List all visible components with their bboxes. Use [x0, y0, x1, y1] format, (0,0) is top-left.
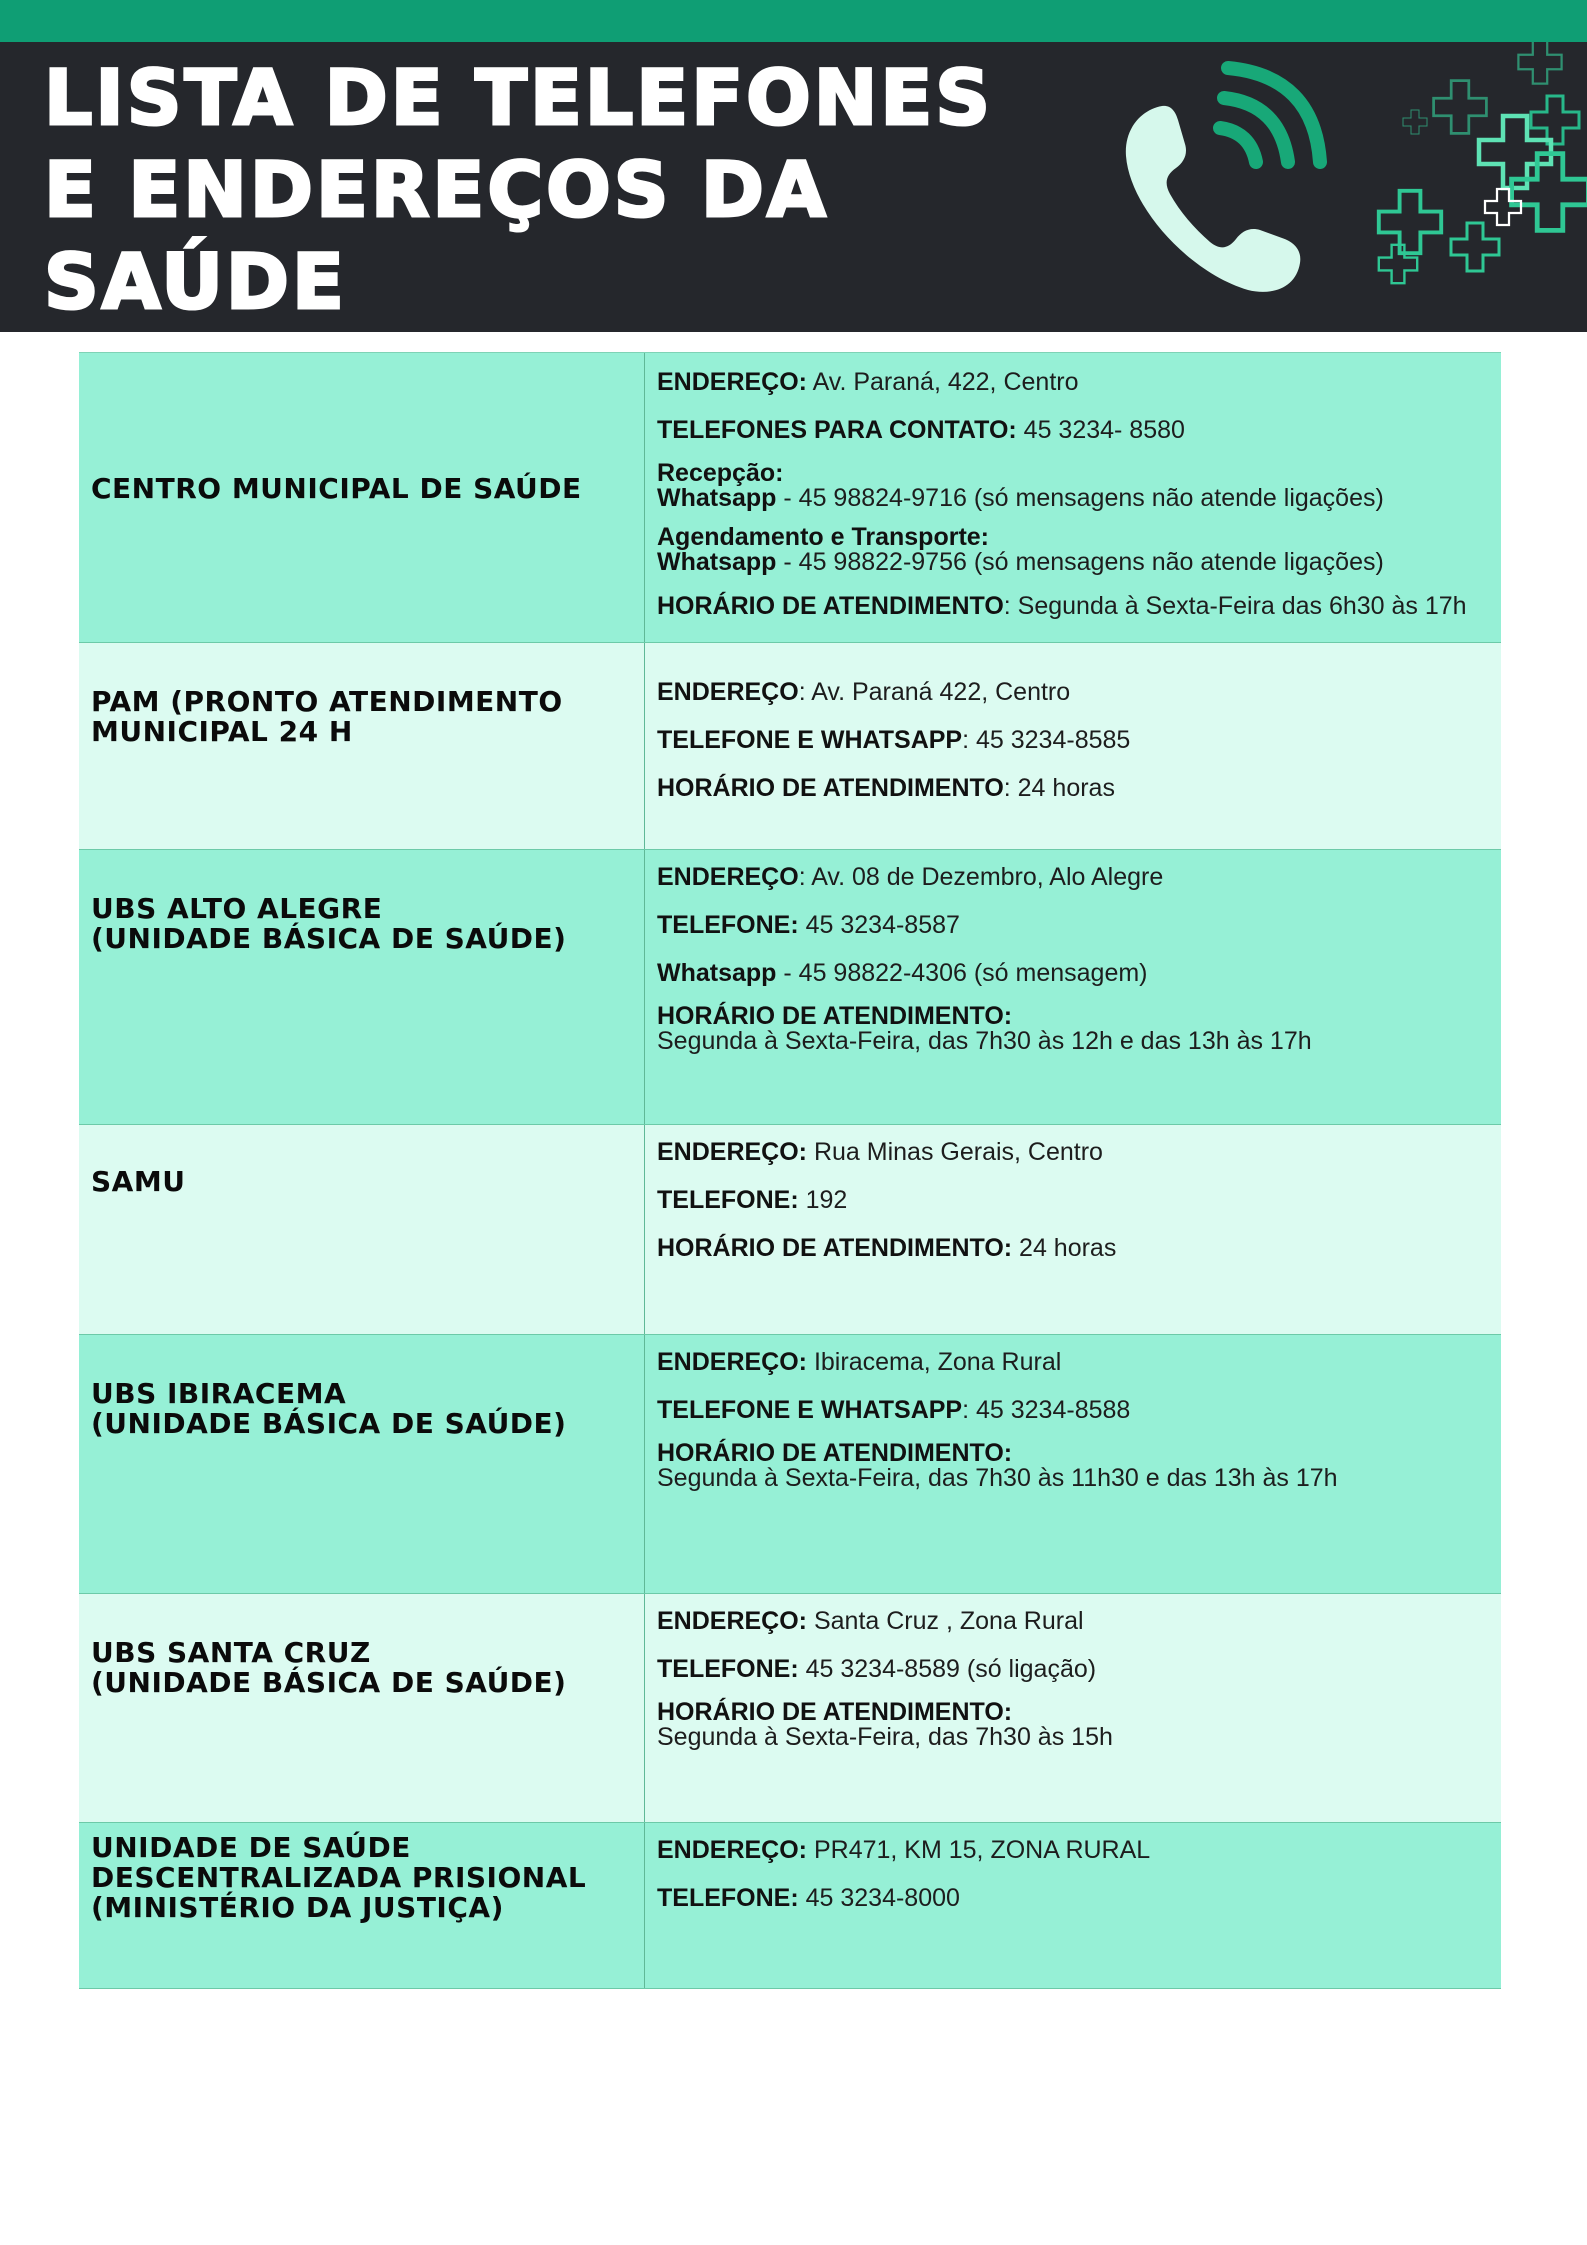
phone-label: TELEFONE: — [657, 1884, 799, 1912]
phone-value: : 45 3234-8588 — [962, 1396, 1131, 1424]
phone-label: TELEFONE: — [657, 911, 799, 939]
address-label: ENDEREÇO: — [657, 1138, 808, 1166]
table-row — [79, 850, 1501, 1125]
address-line — [657, 1135, 1489, 1169]
table-row — [79, 353, 1501, 643]
phone-value: 192 — [798, 1186, 848, 1214]
table-row — [79, 1335, 1501, 1594]
hours-block — [657, 1004, 1489, 1054]
hours-block — [657, 1700, 1489, 1750]
address-value: Rua Minas Gerais, Centro — [807, 1138, 1103, 1166]
whatsapp-line — [657, 956, 1489, 990]
title-line-1: LISTA DE TELEFONES — [44, 53, 994, 142]
phone-value: 45 3234-8587 — [798, 911, 960, 939]
medical-cross-pattern-icon — [1355, 42, 1587, 332]
address-label: ENDEREÇO: — [657, 1607, 808, 1635]
phone-line — [657, 1652, 1489, 1686]
header-banner — [0, 42, 1587, 332]
facility-name: UBS IBIRACEMA (UNIDADE BÁSICA DE SAÚDE) — [91, 1377, 567, 1440]
hours-value: 24 horas — [1012, 1234, 1117, 1262]
hours-value: Segunda à Sexta-Feira, das 7h30 às 11h30 e das 13h às 17h — [657, 1464, 1338, 1492]
facility-cell — [79, 643, 645, 849]
phone-line — [657, 723, 1489, 757]
title-line-3: SAÚDE — [44, 237, 347, 326]
facility-cell — [79, 1823, 645, 1988]
hours-line — [657, 589, 1489, 623]
phone-label: TELEFONE: — [657, 1186, 799, 1214]
address-value: : Av. Paraná 422, Centro — [798, 678, 1071, 706]
whatsapp-value: - 45 98822-9756 (só mensagens não atende ligações) — [776, 548, 1384, 576]
details-cell — [645, 850, 1501, 1124]
phone-label: TELEFONE E WHATSAPP — [657, 1396, 963, 1424]
agendamento-block — [657, 525, 1489, 575]
address-value: : Av. 08 de Dezembro, Alo Alegre — [798, 863, 1164, 891]
address-line — [657, 1604, 1489, 1638]
whatsapp-label: Whatsapp — [657, 548, 777, 576]
phone-line — [657, 1183, 1489, 1217]
address-label: ENDEREÇO — [657, 863, 799, 891]
facility-cell — [79, 1594, 645, 1822]
title-line-2: E ENDEREÇOS DA — [44, 145, 829, 234]
hours-value: : 24 horas — [1003, 774, 1115, 802]
hours-label: HORÁRIO DE ATENDIMENTO: — [657, 1698, 1013, 1726]
whatsapp-value: - 45 98824-9716 (só mensagens não atende ligações) — [776, 484, 1384, 512]
facility-cell — [79, 1125, 645, 1334]
phone-label: TELEFONE E WHATSAPP — [657, 726, 963, 754]
facility-cell — [79, 1335, 645, 1593]
address-label: ENDEREÇO: — [657, 368, 808, 396]
hours-label: HORÁRIO DE ATENDIMENTO: — [657, 1002, 1013, 1030]
address-line — [657, 365, 1489, 399]
address-value: PR471, KM 15, ZONA RURAL — [807, 1836, 1151, 1864]
phone-line — [657, 1393, 1489, 1427]
facility-name: UBS SANTA CRUZ (UNIDADE BÁSICA DE SAÚDE) — [91, 1636, 567, 1699]
address-label: ENDEREÇO: — [657, 1348, 808, 1376]
details-cell — [645, 1125, 1501, 1334]
details-cell — [645, 353, 1501, 642]
hours-label: HORÁRIO DE ATENDIMENTO: — [657, 1234, 1013, 1262]
hours-value: : Segunda à Sexta-Feira das 6h30 às 17h — [1003, 592, 1467, 620]
table-row — [79, 1125, 1501, 1335]
facility-name: CENTRO MUNICIPAL DE SAÚDE — [91, 471, 582, 505]
details-cell — [645, 1335, 1501, 1593]
phone-label: TELEFONES PARA CONTATO: — [657, 416, 1017, 444]
facility-cell — [79, 850, 645, 1124]
hours-label: HORÁRIO DE ATENDIMENTO: — [657, 1439, 1013, 1467]
facility-name: SAMU — [91, 1165, 186, 1198]
address-value: Santa Cruz , Zona Rural — [807, 1607, 1084, 1635]
details-cell — [645, 643, 1501, 849]
phone-line — [657, 908, 1489, 942]
phone-value: 45 3234-8000 — [798, 1884, 960, 1912]
phone-label: TELEFONE: — [657, 1655, 799, 1683]
facility-cell — [79, 353, 645, 642]
table-row — [79, 1823, 1501, 1989]
phone-ringing-icon — [1110, 58, 1340, 308]
details-cell — [645, 1594, 1501, 1822]
facility-name: PAM (PRONTO ATENDIMENTO MUNICIPAL 24 H — [91, 685, 563, 748]
hours-value: Segunda à Sexta-Feira, das 7h30 às 12h e das 13h às 17h — [657, 1027, 1312, 1055]
table-row — [79, 1594, 1501, 1823]
phone-value: 45 3234-8589 (só ligação) — [798, 1655, 1097, 1683]
hours-line — [657, 771, 1489, 805]
hours-value: Segunda à Sexta-Feira, das 7h30 às 15h — [657, 1723, 1113, 1751]
facility-name: UBS ALTO ALEGRE (UNIDADE BÁSICA DE SAÚDE) — [91, 892, 567, 955]
address-line — [657, 1833, 1489, 1867]
hours-label: HORÁRIO DE ATENDIMENTO — [657, 774, 1004, 802]
whatsapp-value: - 45 98822-4306 (só mensagem) — [776, 959, 1148, 987]
address-line — [657, 1345, 1489, 1379]
address-value: Av. Paraná, 422, Centro — [807, 368, 1079, 396]
phone-line — [657, 1881, 1489, 1915]
hours-label: HORÁRIO DE ATENDIMENTO — [657, 592, 1004, 620]
hours-line — [657, 1231, 1489, 1265]
address-line — [657, 860, 1489, 894]
address-label: ENDEREÇO — [657, 678, 799, 706]
recepcao-block — [657, 461, 1489, 511]
phone-line — [657, 413, 1489, 447]
table-row — [79, 643, 1501, 850]
top-accent-bar — [0, 0, 1587, 42]
hours-block — [657, 1441, 1489, 1491]
whatsapp-label: Whatsapp — [657, 484, 777, 512]
address-line — [657, 675, 1489, 709]
facility-name: UNIDADE DE SAÚDE DESCENTRALIZADA PRISIONAL (MINISTÉRIO DA JUSTIÇA) — [91, 1831, 587, 1924]
address-value: Ibiracema, Zona Rural — [807, 1348, 1062, 1376]
agendamento-label: Agendamento e Transporte: — [657, 523, 989, 551]
address-label: ENDEREÇO: — [657, 1836, 808, 1864]
health-contacts-table — [79, 352, 1501, 1989]
whatsapp-label: Whatsapp — [657, 959, 777, 987]
recepcao-label: Recepção: — [657, 459, 784, 487]
phone-value: : 45 3234-8585 — [962, 726, 1131, 754]
phone-value: 45 3234- 8580 — [1016, 416, 1185, 444]
page-title — [44, 52, 1124, 328]
details-cell — [645, 1823, 1501, 1988]
